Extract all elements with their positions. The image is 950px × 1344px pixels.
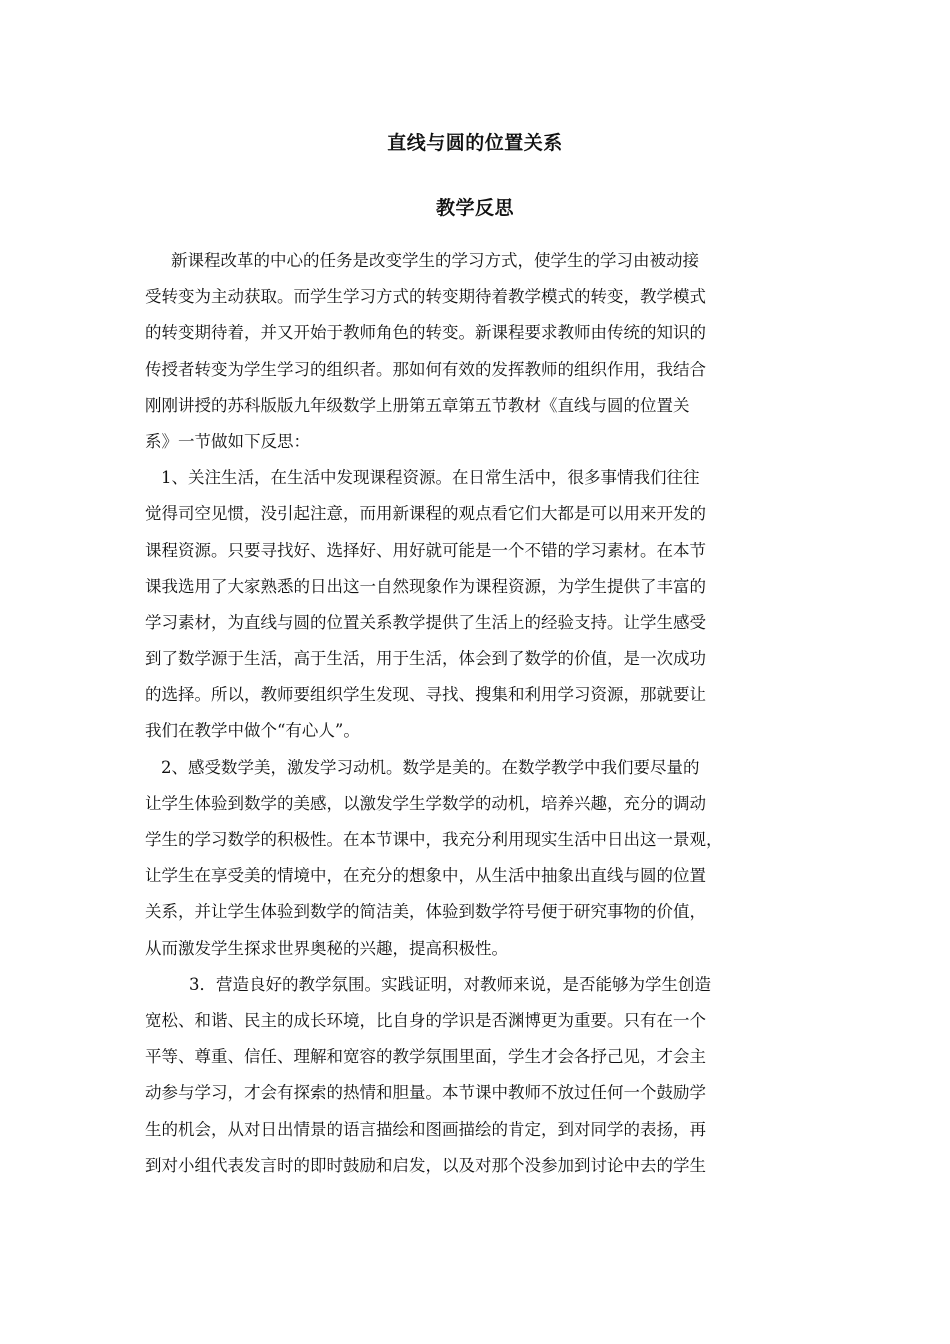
page-title: 直线与圆的位置关系 bbox=[387, 132, 563, 154]
line-text: 受转变为主动获取。而学生学习方式的转变期待着教学模式的转变，教学模式 bbox=[145, 287, 706, 307]
text-line bbox=[145, 243, 810, 279]
line-text: 刚刚讲授的苏科版版九年级数学上册第五章第五节教材《直线与圆的位置关 bbox=[145, 395, 690, 415]
line-text: 宽松、和谐、民主的成长环境，比自身的学识是否渊博更为重要。只有在一个 bbox=[145, 1010, 706, 1030]
text-line bbox=[145, 460, 810, 496]
line-text: 3．营造良好的教学氛围。实践证明，对教师来说，是否能够为学生创造 bbox=[189, 974, 711, 994]
text-line bbox=[145, 533, 810, 569]
line-text: 平等、尊重、信任、理解和宽容的教学氛围里面，学生才会各抒己见，才会主 bbox=[145, 1047, 706, 1067]
text-line bbox=[145, 605, 810, 641]
page-subtitle: 教学反思 bbox=[435, 197, 514, 219]
text-line bbox=[145, 352, 810, 388]
paragraph-point-3 bbox=[145, 967, 810, 1184]
paragraph-intro bbox=[145, 243, 810, 460]
text-line bbox=[145, 424, 810, 460]
text-line bbox=[145, 1112, 810, 1148]
line-text: 到了数学源于生活，高于生活，用于生活，体会到了数学的价值，是一次成功 bbox=[145, 649, 706, 669]
paragraph-point-2 bbox=[145, 750, 810, 967]
line-text: 2、感受数学美，激发学习动机。数学是美的。在数学教学中我们要尽量的 bbox=[161, 757, 700, 777]
text-line bbox=[145, 569, 810, 605]
text-line bbox=[145, 894, 810, 930]
line-text: 系》一节做如下反思： bbox=[145, 431, 310, 451]
text-line bbox=[145, 750, 810, 786]
line-text: 让学生体验到数学的美感，以激发学生学数学的动机，培养兴趣，充分的调动 bbox=[145, 793, 706, 813]
text-line bbox=[145, 496, 810, 532]
text-line bbox=[145, 931, 810, 967]
line-text: 传授者转变为学生学习的组织者。那如何有效的发挥教师的组织作用，我结合 bbox=[145, 359, 706, 379]
line-text: 的转变期待着，并又开始于教师角色的转变。新课程要求教师由传统的知识的 bbox=[145, 323, 706, 343]
text-line bbox=[145, 1148, 810, 1184]
line-text: 关系，并让学生体验到数学的简洁美，体验到数学符号便于研究事物的价值， bbox=[145, 902, 706, 922]
text-line bbox=[145, 822, 810, 858]
line-text: 从而激发学生探求世界奥秘的兴趣，提高积极性。 bbox=[145, 938, 508, 958]
text-line bbox=[145, 1003, 810, 1039]
text-line bbox=[145, 1075, 810, 1111]
line-text: 生的机会，从对日出情景的语言描绘和图画描绘的肯定，到对同学的表扬，再 bbox=[145, 1119, 706, 1139]
paragraph-point-1 bbox=[145, 460, 810, 750]
line-text: 课程资源。只要寻找好、选择好、用好就可能是一个不错的学习素材。在本节 bbox=[145, 540, 706, 560]
text-line bbox=[145, 1039, 810, 1075]
line-text: 到对小组代表发言时的即时鼓励和启发，以及对那个没参加到讨论中去的学生 bbox=[145, 1155, 706, 1175]
line-text: 1、关注生活，在生活中发现课程资源。在日常生活中，很多事情我们往往 bbox=[161, 468, 700, 488]
line-text: 让学生在享受美的情境中，在充分的想象中，从生活中抽象出直线与圆的位置 bbox=[145, 866, 706, 886]
text-line bbox=[145, 713, 810, 749]
text-line bbox=[145, 967, 810, 1003]
body-text bbox=[145, 243, 810, 1184]
text-line bbox=[145, 641, 810, 677]
text-line bbox=[145, 315, 810, 351]
text-line bbox=[145, 388, 810, 424]
line-text: 的选择。所以，教师要组织学生发现、寻找、搜集和利用学习资源，那就要让 bbox=[145, 685, 706, 705]
text-line bbox=[145, 279, 810, 315]
text-line bbox=[145, 786, 810, 822]
text-line bbox=[145, 677, 810, 713]
line-text: 学习素材，为直线与圆的位置关系教学提供了生活上的经验支持。让学生感受 bbox=[145, 612, 706, 632]
line-text: 觉得司空见惯，没引起注意，而用新课程的观点看它们大都是可以用来开发的 bbox=[145, 504, 706, 524]
line-text: 新课程改革的中心的任务是改变学生的学习方式，使学生的学习由被动接 bbox=[171, 251, 699, 270]
text-line bbox=[145, 858, 810, 894]
line-text: 我们在教学中做个“有心人”。 bbox=[145, 721, 360, 741]
line-text: 学生的学习数学的积极性。在本节课中，我充分利用现实生活中日出这一景观， bbox=[145, 830, 723, 849]
line-text: 动参与学习，才会有探索的热情和胆量。本节课中教师不放过任何一个鼓励学 bbox=[145, 1083, 706, 1103]
line-text: 课我选用了大家熟悉的日出这一自然现象作为课程资源，为学生提供了丰富的 bbox=[145, 576, 706, 596]
